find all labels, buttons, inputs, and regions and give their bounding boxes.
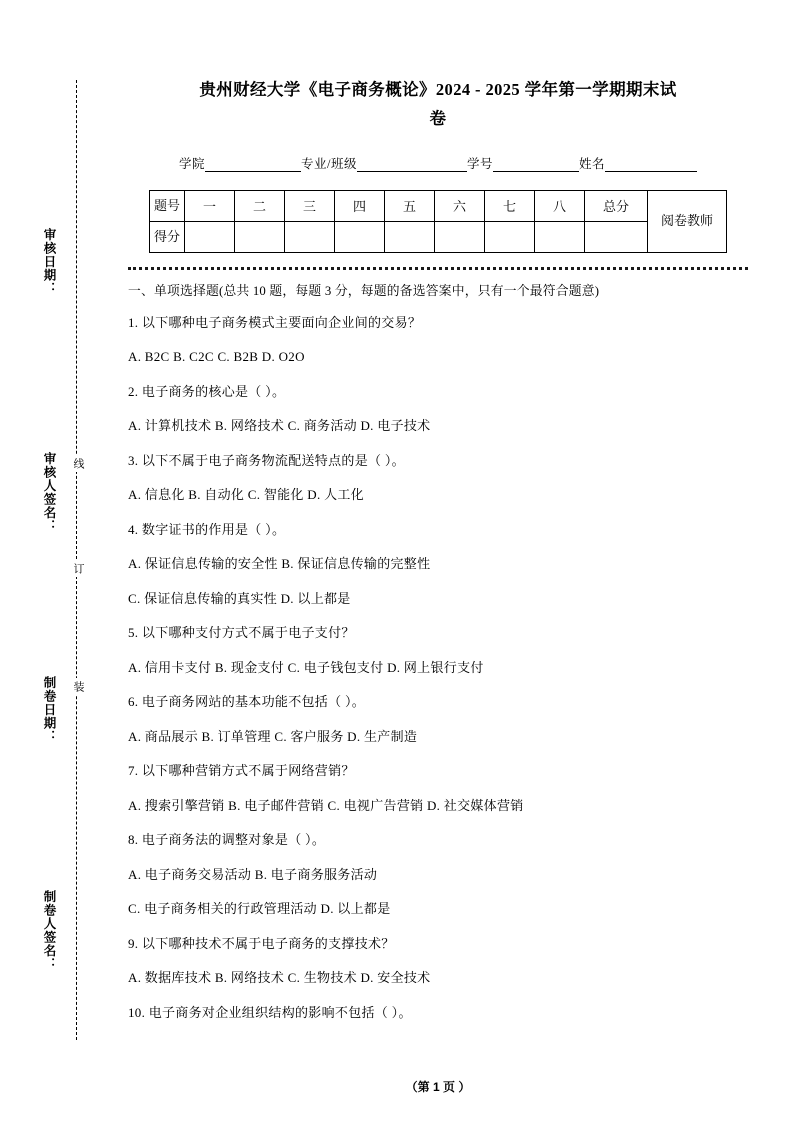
col-2: 二: [235, 190, 285, 221]
question-stem-5: 5. 以下哪种支付方式不属于电子支付？: [128, 625, 355, 641]
col-3: 三: [285, 190, 335, 221]
question-options-4a: A. 保证信息传输的安全性 B. 保证信息传输的完整性: [128, 556, 431, 572]
margin-label-1: 审核人签名：: [42, 452, 56, 533]
score-table: [149, 190, 727, 253]
margin-label-3: 制卷人签名：: [42, 890, 56, 971]
score-cell-7[interactable]: [485, 221, 535, 252]
name-label: 姓名: [579, 156, 606, 171]
question-stem-7: 7. 以下哪种营销方式不属于网络营销？: [128, 763, 355, 779]
major-class-field[interactable]: [357, 171, 467, 172]
col-7: 七: [485, 190, 535, 221]
question-stem-1: 1. 以下哪种电子商务模式主要面向企业间的交易？: [128, 314, 422, 330]
question-options-9: A. 数据库技术 B. 网络技术 C. 生物技术 D. 安全技术: [128, 970, 431, 986]
question-options-8b: C. 电子商务相关的行政管理活动 D. 以上都是: [128, 901, 391, 917]
student-id-field[interactable]: [493, 171, 579, 172]
seal-word-line: 线: [70, 455, 86, 472]
score-cell-4[interactable]: [335, 221, 385, 252]
row-label-score: 得分: [150, 221, 185, 252]
question-stem-2: 2. 电子商务的核心是（ ）。: [128, 383, 286, 399]
score-cell-5[interactable]: [385, 221, 435, 252]
question-stem-10: 10. 电子商务对企业组织结构的影响不包括（ ）。: [128, 1004, 412, 1020]
dotted-divider: [128, 267, 748, 270]
question-stem-4: 4. 数字证书的作用是（ ）。: [128, 521, 286, 537]
page-footer: （第 1 页 ）: [405, 1080, 471, 1094]
score-cell-2[interactable]: [235, 221, 285, 252]
college-field[interactable]: [205, 171, 301, 172]
question-stem-8: 8. 电子商务法的调整对象是（ ）。: [128, 832, 326, 848]
table-row-header: [150, 190, 727, 221]
college-label: 学院: [178, 156, 205, 171]
left-margin-strip: [0, 0, 128, 1122]
question-options-5: A. 信用卡支付 B. 现金支付 C. 电子钱包支付 D. 网上银行支付: [128, 659, 484, 675]
col-teacher: 阅卷教师: [648, 190, 727, 252]
seal-word-bind: 订: [70, 560, 86, 577]
score-table-wrapper: [149, 190, 727, 253]
page-title-line2: 卷: [429, 108, 447, 128]
question-options-1: A. B2C B. C2C C. B2B D. O2O: [128, 349, 305, 365]
question-options-3: A. 信息化 B. 自动化 C. 智能化 D. 人工化: [128, 487, 364, 503]
score-cell-1[interactable]: [185, 221, 235, 252]
col-8: 八: [535, 190, 585, 221]
score-cell-8[interactable]: [535, 221, 585, 252]
score-cell-total[interactable]: [585, 221, 648, 252]
question-stem-9: 9. 以下哪种技术不属于电子商务的支撑技术？: [128, 935, 395, 951]
exam-sheet: [128, 60, 748, 1037]
page-title-line1: 贵州财经大学《电子商务概论》2024 - 2025 学年第一学期期末试: [199, 80, 677, 99]
name-field[interactable]: [605, 171, 697, 172]
score-cell-3[interactable]: [285, 221, 335, 252]
question-options-8a: A. 电子商务交易活动 B. 电子商务服务活动: [128, 866, 378, 882]
question-options-4b: C. 保证信息传输的真实性 D. 以上都是: [128, 590, 351, 606]
section-title: 一、单项选择题(总共 10 题，每题 3 分，每题的备选答案中，只有一个最符合题意): [128, 283, 600, 298]
question-options-7: A. 搜索引擎营销 B. 电子邮件营销 C. 电视广告营销 D. 社交媒体营销: [128, 797, 524, 813]
col-total: 总分: [585, 190, 648, 221]
question-stem-3: 3. 以下不属于电子商务物流配送特点的是（ ）。: [128, 452, 405, 468]
student-id-label: 学号: [466, 156, 493, 171]
student-info-row: [128, 154, 748, 172]
margin-label-2: 制卷日期：: [42, 676, 56, 744]
score-cell-6[interactable]: [435, 221, 485, 252]
page-title: [128, 60, 748, 138]
col-1: 一: [185, 190, 235, 221]
question-options-2: A. 计算机技术 B. 网络技术 C. 商务活动 D. 电子技术: [128, 418, 431, 434]
col-5: 五: [385, 190, 435, 221]
table-row-score: [150, 221, 727, 252]
seal-word-seal: 装: [70, 678, 86, 695]
margin-label-0: 审核日期：: [42, 228, 56, 296]
question-stem-6: 6. 电子商务网站的基本功能不包括（ ）。: [128, 694, 366, 710]
question-options-6: A. 商品展示 B. 订单管理 C. 客户服务 D. 生产制造: [128, 728, 418, 744]
row-label-number: 题号: [150, 190, 185, 221]
col-4: 四: [335, 190, 385, 221]
major-class-label: 专业/班级: [301, 156, 357, 171]
col-6: 六: [435, 190, 485, 221]
